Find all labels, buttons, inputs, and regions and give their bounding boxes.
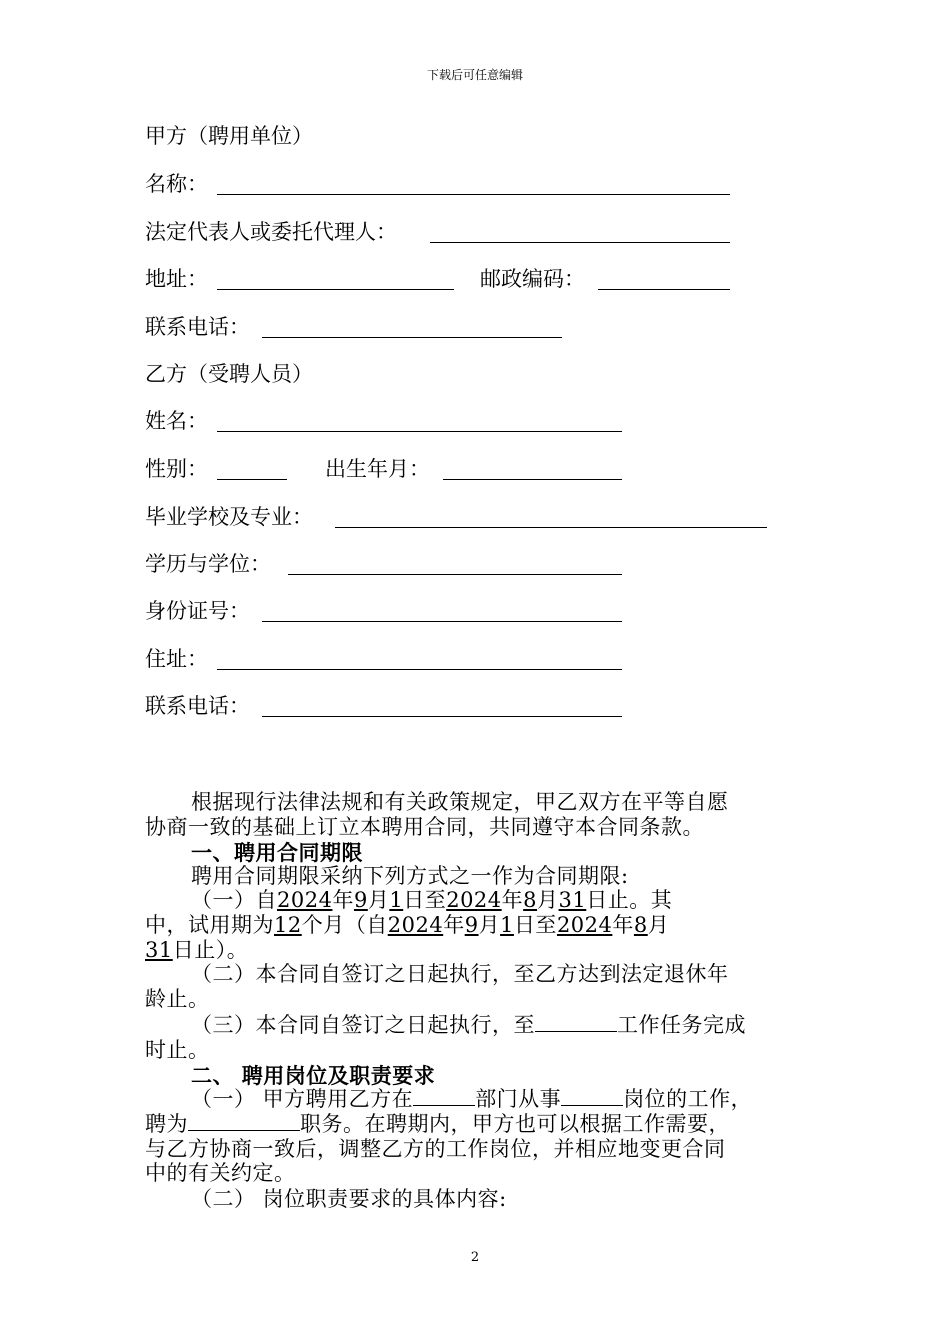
option2-line2: 龄止。 bbox=[145, 987, 210, 1011]
party-b-name-row bbox=[145, 407, 625, 435]
s2-p1-duty: 职务。在聘期内，甲方也可以根据工作需要， bbox=[300, 1112, 730, 1136]
opt1-p-year-unit-2: 年 bbox=[612, 913, 634, 937]
opt1-month1: 9 bbox=[353, 888, 368, 912]
party-b-degree-row bbox=[145, 550, 625, 578]
party-a-rep-field[interactable] bbox=[430, 242, 730, 243]
opt1-p-day1: 1 bbox=[500, 913, 514, 937]
opt1-p-year-unit: 年 bbox=[443, 913, 465, 937]
section1-lead: 聘用合同期限采纳下列方式之一作为合同期限: bbox=[191, 864, 629, 888]
opt3-tail: 工作任务完成 bbox=[617, 1013, 746, 1037]
party-b-birth-field[interactable] bbox=[443, 479, 622, 480]
party-b-title: 乙方（受聘人员） bbox=[145, 362, 313, 386]
s2-p1-position: 岗位的工作， bbox=[623, 1087, 753, 1111]
s2-p1-appoint: 聘为 bbox=[145, 1112, 188, 1136]
party-a-postcode-label: 邮政编码： bbox=[480, 267, 585, 291]
party-b-gender-field[interactable] bbox=[217, 479, 287, 480]
header-note: 下载后可任意编辑 bbox=[426, 68, 523, 82]
opt1-month2: 8 bbox=[523, 888, 538, 912]
party-b-phone-row bbox=[145, 692, 625, 720]
department-field[interactable] bbox=[413, 1087, 475, 1106]
party-b-birth-label: 出生年月： bbox=[325, 457, 430, 481]
party-b-school-field[interactable] bbox=[335, 527, 767, 528]
party-a-postcode-field[interactable] bbox=[598, 289, 730, 290]
opt1-end: 日止。其 bbox=[586, 888, 673, 912]
party-b-school-row bbox=[145, 503, 770, 531]
party-b-degree-label: 学历与学位： bbox=[145, 552, 271, 576]
opt1-probation-from: 个月（自 bbox=[301, 913, 388, 937]
section2-p2: （二） 岗位职责要求的具体内容: bbox=[191, 1187, 507, 1211]
section2-p1-line2 bbox=[145, 1112, 810, 1137]
party-b-gender-label: 性别： bbox=[145, 457, 208, 481]
job-title-field[interactable] bbox=[188, 1112, 300, 1131]
party-a-phone-label: 联系电话： bbox=[145, 315, 250, 339]
section1-title: 一、聘用合同期限 bbox=[191, 840, 363, 865]
opt1-to: 日至 bbox=[403, 888, 447, 912]
party-b-id-field[interactable] bbox=[262, 621, 622, 622]
opt1-month-unit-2: 月 bbox=[537, 888, 559, 912]
party-a-address-label: 地址： bbox=[145, 267, 208, 291]
party-b-phone-field[interactable] bbox=[262, 716, 622, 717]
section2-title: 二、 聘用岗位及职责要求 bbox=[191, 1063, 436, 1088]
opt1-year-unit: 年 bbox=[332, 888, 354, 912]
opt1-p-year1: 2024 bbox=[387, 913, 444, 937]
party-b-school-label: 毕业学校及专业： bbox=[145, 505, 313, 529]
opt1-p-month-unit: 月 bbox=[478, 913, 501, 937]
party-a-title: 甲方（聘用单位） bbox=[145, 124, 313, 148]
party-a-name-field[interactable] bbox=[217, 194, 730, 195]
opt1-p-month-unit-2: 月 bbox=[647, 913, 670, 937]
section2-p1-line1 bbox=[145, 1087, 810, 1112]
opt1-p-to: 日至 bbox=[513, 913, 557, 937]
opt1-prefix: （一）自 bbox=[191, 888, 277, 912]
option2-line1: （二）本合同自签订之日起执行，至乙方达到法定退休年 bbox=[191, 962, 729, 986]
opt1-month-unit: 月 bbox=[367, 888, 390, 912]
opt3-task-field[interactable] bbox=[535, 1013, 617, 1032]
position-field[interactable] bbox=[561, 1087, 623, 1106]
party-b-degree-field[interactable] bbox=[288, 574, 622, 575]
opt1-year1: 2024 bbox=[277, 888, 333, 912]
party-b-name-field[interactable] bbox=[217, 431, 622, 432]
opt3-lead: （三）本合同自签订之日起执行，至 bbox=[191, 1013, 535, 1037]
option1-line3 bbox=[145, 938, 810, 963]
page-number: 2 bbox=[470, 1250, 480, 1265]
opt1-day1: 1 bbox=[389, 888, 404, 912]
party-b-address-label: 住址： bbox=[145, 647, 208, 671]
option3-line1 bbox=[145, 1013, 810, 1038]
opt1-p-year2: 2024 bbox=[556, 913, 613, 937]
party-b-address-row bbox=[145, 645, 625, 673]
party-a-phone-row bbox=[145, 313, 565, 341]
party-b-gender-row bbox=[145, 455, 625, 483]
party-b-name-label: 姓名： bbox=[145, 409, 208, 433]
opt1-year2: 2024 bbox=[446, 888, 502, 912]
opt1-p-end: 日止）。 bbox=[172, 938, 249, 962]
option1-line2 bbox=[145, 913, 810, 938]
party-a-rep-row bbox=[145, 218, 735, 246]
party-a-phone-field[interactable] bbox=[262, 337, 562, 338]
opt1-probation-lead: 中，试用期为 bbox=[145, 913, 274, 937]
opt1-p-month1: 9 bbox=[464, 913, 479, 937]
intro-line-1: 根据现行法律法规和有关政策规定，甲乙双方在平等自愿 bbox=[191, 790, 729, 814]
party-a-name-row bbox=[145, 170, 735, 198]
party-a-address-row bbox=[145, 265, 735, 293]
section2-p1-line4: 中的有关约定。 bbox=[145, 1161, 296, 1185]
party-b-address-field[interactable] bbox=[217, 669, 622, 670]
party-b-id-label: 身份证号： bbox=[145, 599, 250, 623]
party-a-name-label: 名称： bbox=[145, 172, 208, 196]
opt1-probation-months: 12 bbox=[274, 913, 302, 937]
party-b-id-row bbox=[145, 597, 625, 625]
opt1-day2: 31 bbox=[558, 888, 587, 912]
party-a-address-field[interactable] bbox=[217, 289, 454, 290]
section2-p1-line3: 与乙方协商一致后，调整乙方的工作岗位，并相应地变更合同 bbox=[145, 1137, 726, 1161]
party-a-rep-label: 法定代表人或委托代理人： bbox=[145, 220, 397, 244]
opt1-year-unit-2: 年 bbox=[501, 888, 524, 912]
party-b-phone-label: 联系电话： bbox=[145, 694, 250, 718]
option3-line2: 时止。 bbox=[145, 1038, 210, 1062]
s2-p1-dept: 部门从事 bbox=[475, 1087, 562, 1111]
opt1-p-day2: 31 bbox=[145, 938, 173, 962]
intro-line-2: 协商一致的基础上订立本聘用合同，共同遵守本合同条款。 bbox=[145, 815, 704, 839]
s2-p1-lead: （一） 甲方聘用乙方在 bbox=[191, 1087, 414, 1111]
option1-line1 bbox=[145, 888, 810, 913]
opt1-p-month2: 8 bbox=[633, 913, 648, 937]
